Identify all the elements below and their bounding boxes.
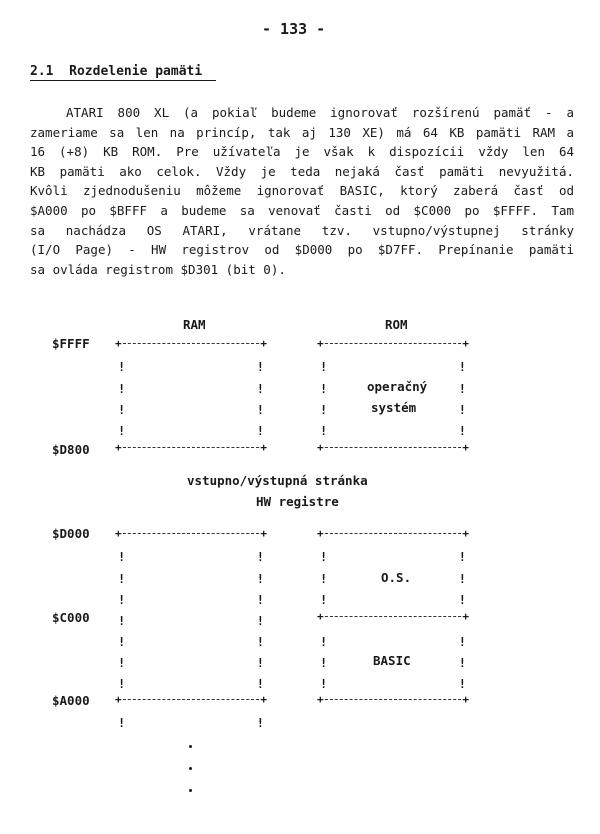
paragraph-line: ATARI 800 XL (a pokiaľ budeme ignorovať rozšírenú pamäť - a xyxy=(66,105,574,120)
io-page-label: vstupno/výstupná stránka xyxy=(187,473,368,488)
ram-column-label: RAM xyxy=(183,317,206,332)
continuation-dot xyxy=(189,745,192,748)
paragraph-line: Kvôli zjednodušeniu môžeme ignorovať BASIC, ktorý zaberá časť od xyxy=(30,183,574,199)
address-label-a000: $A000 xyxy=(52,693,90,708)
paragraph-line: sa nachádza OS ATARI, vrátane tzv. vstupno/výstupnej stránky xyxy=(30,222,574,238)
body-paragraph xyxy=(30,103,574,279)
address-label-d800: $D800 xyxy=(52,442,90,457)
hw-registers-label: HW registre xyxy=(256,494,339,509)
address-label-d000: $D000 xyxy=(52,526,90,541)
os-short-label: O.S. xyxy=(381,570,412,585)
heading-underline xyxy=(30,80,216,81)
section-heading: 2.1 Rozdelenie pamäti xyxy=(30,64,203,79)
ram-lower-box: + + + + ! ! ! ! ! ! ! ! ! ! ! ! ! ! ! ! xyxy=(115,527,267,730)
rom-column-label: ROM xyxy=(385,317,408,332)
continuation-dot xyxy=(189,789,192,792)
paragraph-line: (I/O Page) - HW registrov od $D000 po $D7FF. Prepínanie pamäti xyxy=(30,242,574,258)
paragraph-line: 16 (+8) KB ROM. Pre užívateľa je však k dispozícii vždy len 64 xyxy=(30,144,574,160)
rom-lower-box: + + + + + + ! ! ! ! ! ! ! ! ! ! ! ! xyxy=(317,527,469,706)
page-number: - 133 - xyxy=(262,20,326,38)
basic-label: BASIC xyxy=(373,653,411,668)
paragraph-line: KB pamäti ako celok. Vždy je teda nejaká časť pamäti nevyužitá. xyxy=(30,163,574,179)
address-label-ffff: $FFFF xyxy=(52,336,90,351)
os-label-line2: systém xyxy=(371,400,417,415)
paragraph-line: $A000 po $BFFF a budeme sa venovať časti od $C000 po $FFFF. Tam xyxy=(30,202,574,218)
os-label-line1: operačný xyxy=(367,379,428,394)
paragraph-line: zameriame sa len na princíp, tak aj 130 XE) má 64 KB pamäti RAM a xyxy=(30,124,574,140)
ram-upper-box: + + + + ! ! ! ! ! ! ! ! xyxy=(115,337,267,454)
paragraph-line: sa ovláda registrom $D301 (bit 0). xyxy=(30,261,286,277)
continuation-dot xyxy=(189,767,192,770)
address-label-c000: $C000 xyxy=(52,610,90,625)
rom-upper-box: + + + + ! ! ! ! ! ! ! ! xyxy=(317,337,469,454)
